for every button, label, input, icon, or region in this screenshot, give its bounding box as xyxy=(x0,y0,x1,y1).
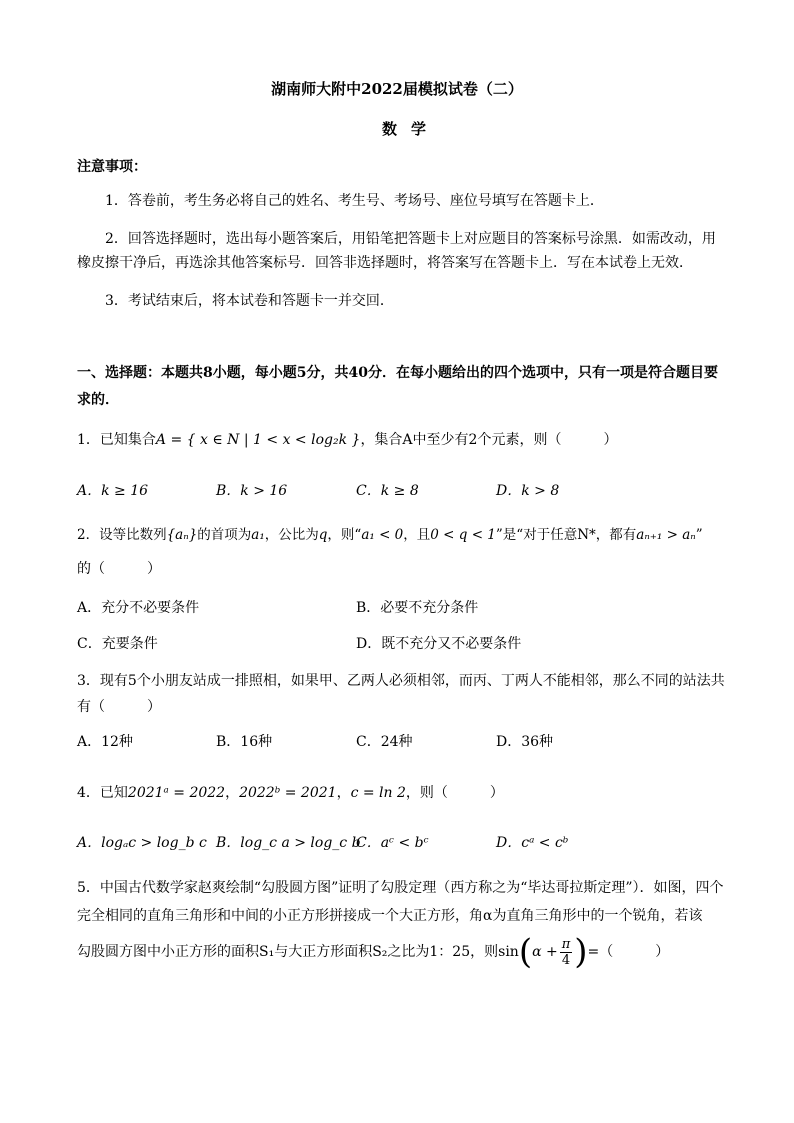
q1-option-d[interactable]: D．k > 8 xyxy=(496,483,560,499)
q4-option-b[interactable]: B．log_c a > log_c b xyxy=(216,835,361,851)
question-3: 3．现有5个小朋友站成一排照相，如果甲、乙两人必须相邻，而丙、丁两人不能相邻，那么不同的站法共有（ ） xyxy=(77,673,725,715)
q1-prefix: 1．已知集合 xyxy=(77,432,156,448)
q2-text-h: ” xyxy=(695,527,703,543)
question-5-text: 5．中国古代数学家赵爽绘制“勾股圆方图”证明了勾股定理（西方称之为“毕达哥拉斯定理”）．如图，四个完全相同的直角三角形和中间的小正方形拼接成一个大正方形，角α为直角三角形中的一个锐角，若该 xyxy=(77,880,724,924)
notes-heading: 注意事项： xyxy=(77,159,147,175)
page-title: 湖南师大附中2022届模拟试卷（二） xyxy=(271,80,523,98)
q4-option-d[interactable]: D．cᵃ < cᵇ xyxy=(496,835,569,851)
q4-prefix: 4．已知 xyxy=(77,785,128,801)
q2-a1: a₁ xyxy=(251,527,265,543)
q4-eq2: 2022ᵇ = 2021 xyxy=(239,785,337,801)
q1-set: A = { x ∈ N | 1 < x < log₂k } xyxy=(155,432,361,448)
q2-text-c: ，公比为 xyxy=(264,527,319,543)
q4-sep1: ， xyxy=(225,785,240,801)
q4-suffix: ，则（ ） xyxy=(405,785,504,801)
q2-nstar: N* xyxy=(577,527,596,543)
q4-sep2: ， xyxy=(336,785,351,801)
q5-alpha: α + xyxy=(532,944,558,960)
q4-eq3: c = ln 2 xyxy=(350,785,406,801)
q5-fraction xyxy=(560,937,573,968)
q2-cond1: a₁ < 0 xyxy=(361,527,404,543)
q5-right-paren: ) xyxy=(574,932,588,972)
q5-frac-num: π xyxy=(561,936,571,952)
q2-text-b: 的首项为 xyxy=(197,527,252,543)
q3-option-c[interactable]: C．24种 xyxy=(356,734,413,750)
q4-option-a[interactable]: A．logₐc > log_b c xyxy=(77,835,207,851)
q2-option-a[interactable]: A．充分不必要条件 xyxy=(77,600,200,616)
section-heading: 一、选择题：本题共8小题，每小题5分，共40分．在每小题给出的四个选项中，只有一项是符合题目要求的． xyxy=(77,365,718,408)
q1-option-a[interactable]: A．k ≥ 16 xyxy=(77,483,149,499)
note-item-3: 3．考试结束后，将本试卷和答题卡一并交回． xyxy=(105,293,394,309)
question-4 xyxy=(77,778,727,808)
q5-line2-suffix: =（ ） xyxy=(587,944,670,960)
question-2 xyxy=(77,520,757,550)
q2-text-f: ”是“对于任意 xyxy=(495,527,578,543)
note-item-2: 2．回答选择题时，选出每小题答案后，用铅笔把答题卡上对应题目的答案标号涂黑．如需改动，用橡皮擦干净后，再选涂其他答案标号．回答非选择题时，将答案写在答题卡上．写在本试卷上无效． xyxy=(77,231,716,271)
q1-suffix: ，集合A中至少有2个元素，则（ ） xyxy=(360,432,618,448)
q2-text-e: ，且 xyxy=(403,527,431,543)
q3-option-b[interactable]: B．16种 xyxy=(216,734,273,750)
q4-eq1: 2021ᵃ = 2022 xyxy=(127,785,226,801)
q3-option-d[interactable]: D．36种 xyxy=(496,734,554,750)
q2-option-c[interactable]: C．充要条件 xyxy=(77,636,158,652)
subject-title: 数学 xyxy=(381,120,440,138)
q2-q: q xyxy=(318,527,328,543)
q5-line2-prefix: 勾股圆方图中小正方形的面积S₁与大正方形面积S₂之比为1：25，则 xyxy=(77,944,499,960)
question-1 xyxy=(77,425,727,455)
q5-left-paren: ( xyxy=(518,932,533,972)
question-5-line2 xyxy=(77,930,669,974)
q1-option-c[interactable]: C．k ≥ 8 xyxy=(356,483,419,499)
q2-cond3: aₙ₊₁ > aₙ xyxy=(636,527,696,543)
q4-option-c[interactable]: C．aᶜ < bᶜ xyxy=(356,835,429,851)
q5-frac-den: 4 xyxy=(561,952,571,968)
q5-sin: sin xyxy=(498,944,519,960)
q2-text-g: ，都有 xyxy=(595,527,637,543)
note-item-1: 1．答卷前，考生务必将自己的姓名、考生号、考场号、座位号填写在答题卡上． xyxy=(105,193,604,209)
q2-option-d[interactable]: D．既不充分又不必要条件 xyxy=(356,636,522,652)
q2-seq: {aₙ} xyxy=(166,527,198,543)
q3-option-a[interactable]: A．12种 xyxy=(77,734,133,750)
q2-option-b[interactable]: B．必要不充分条件 xyxy=(356,600,479,616)
q2-text-d: ，则“ xyxy=(327,527,362,543)
q2-cond2: 0 < q < 1 xyxy=(430,527,496,543)
q2-line2: 的（ ） xyxy=(77,561,161,577)
q2-text-a: 2．设等比数列 xyxy=(77,527,167,543)
q1-option-b[interactable]: B．k > 16 xyxy=(216,483,288,499)
